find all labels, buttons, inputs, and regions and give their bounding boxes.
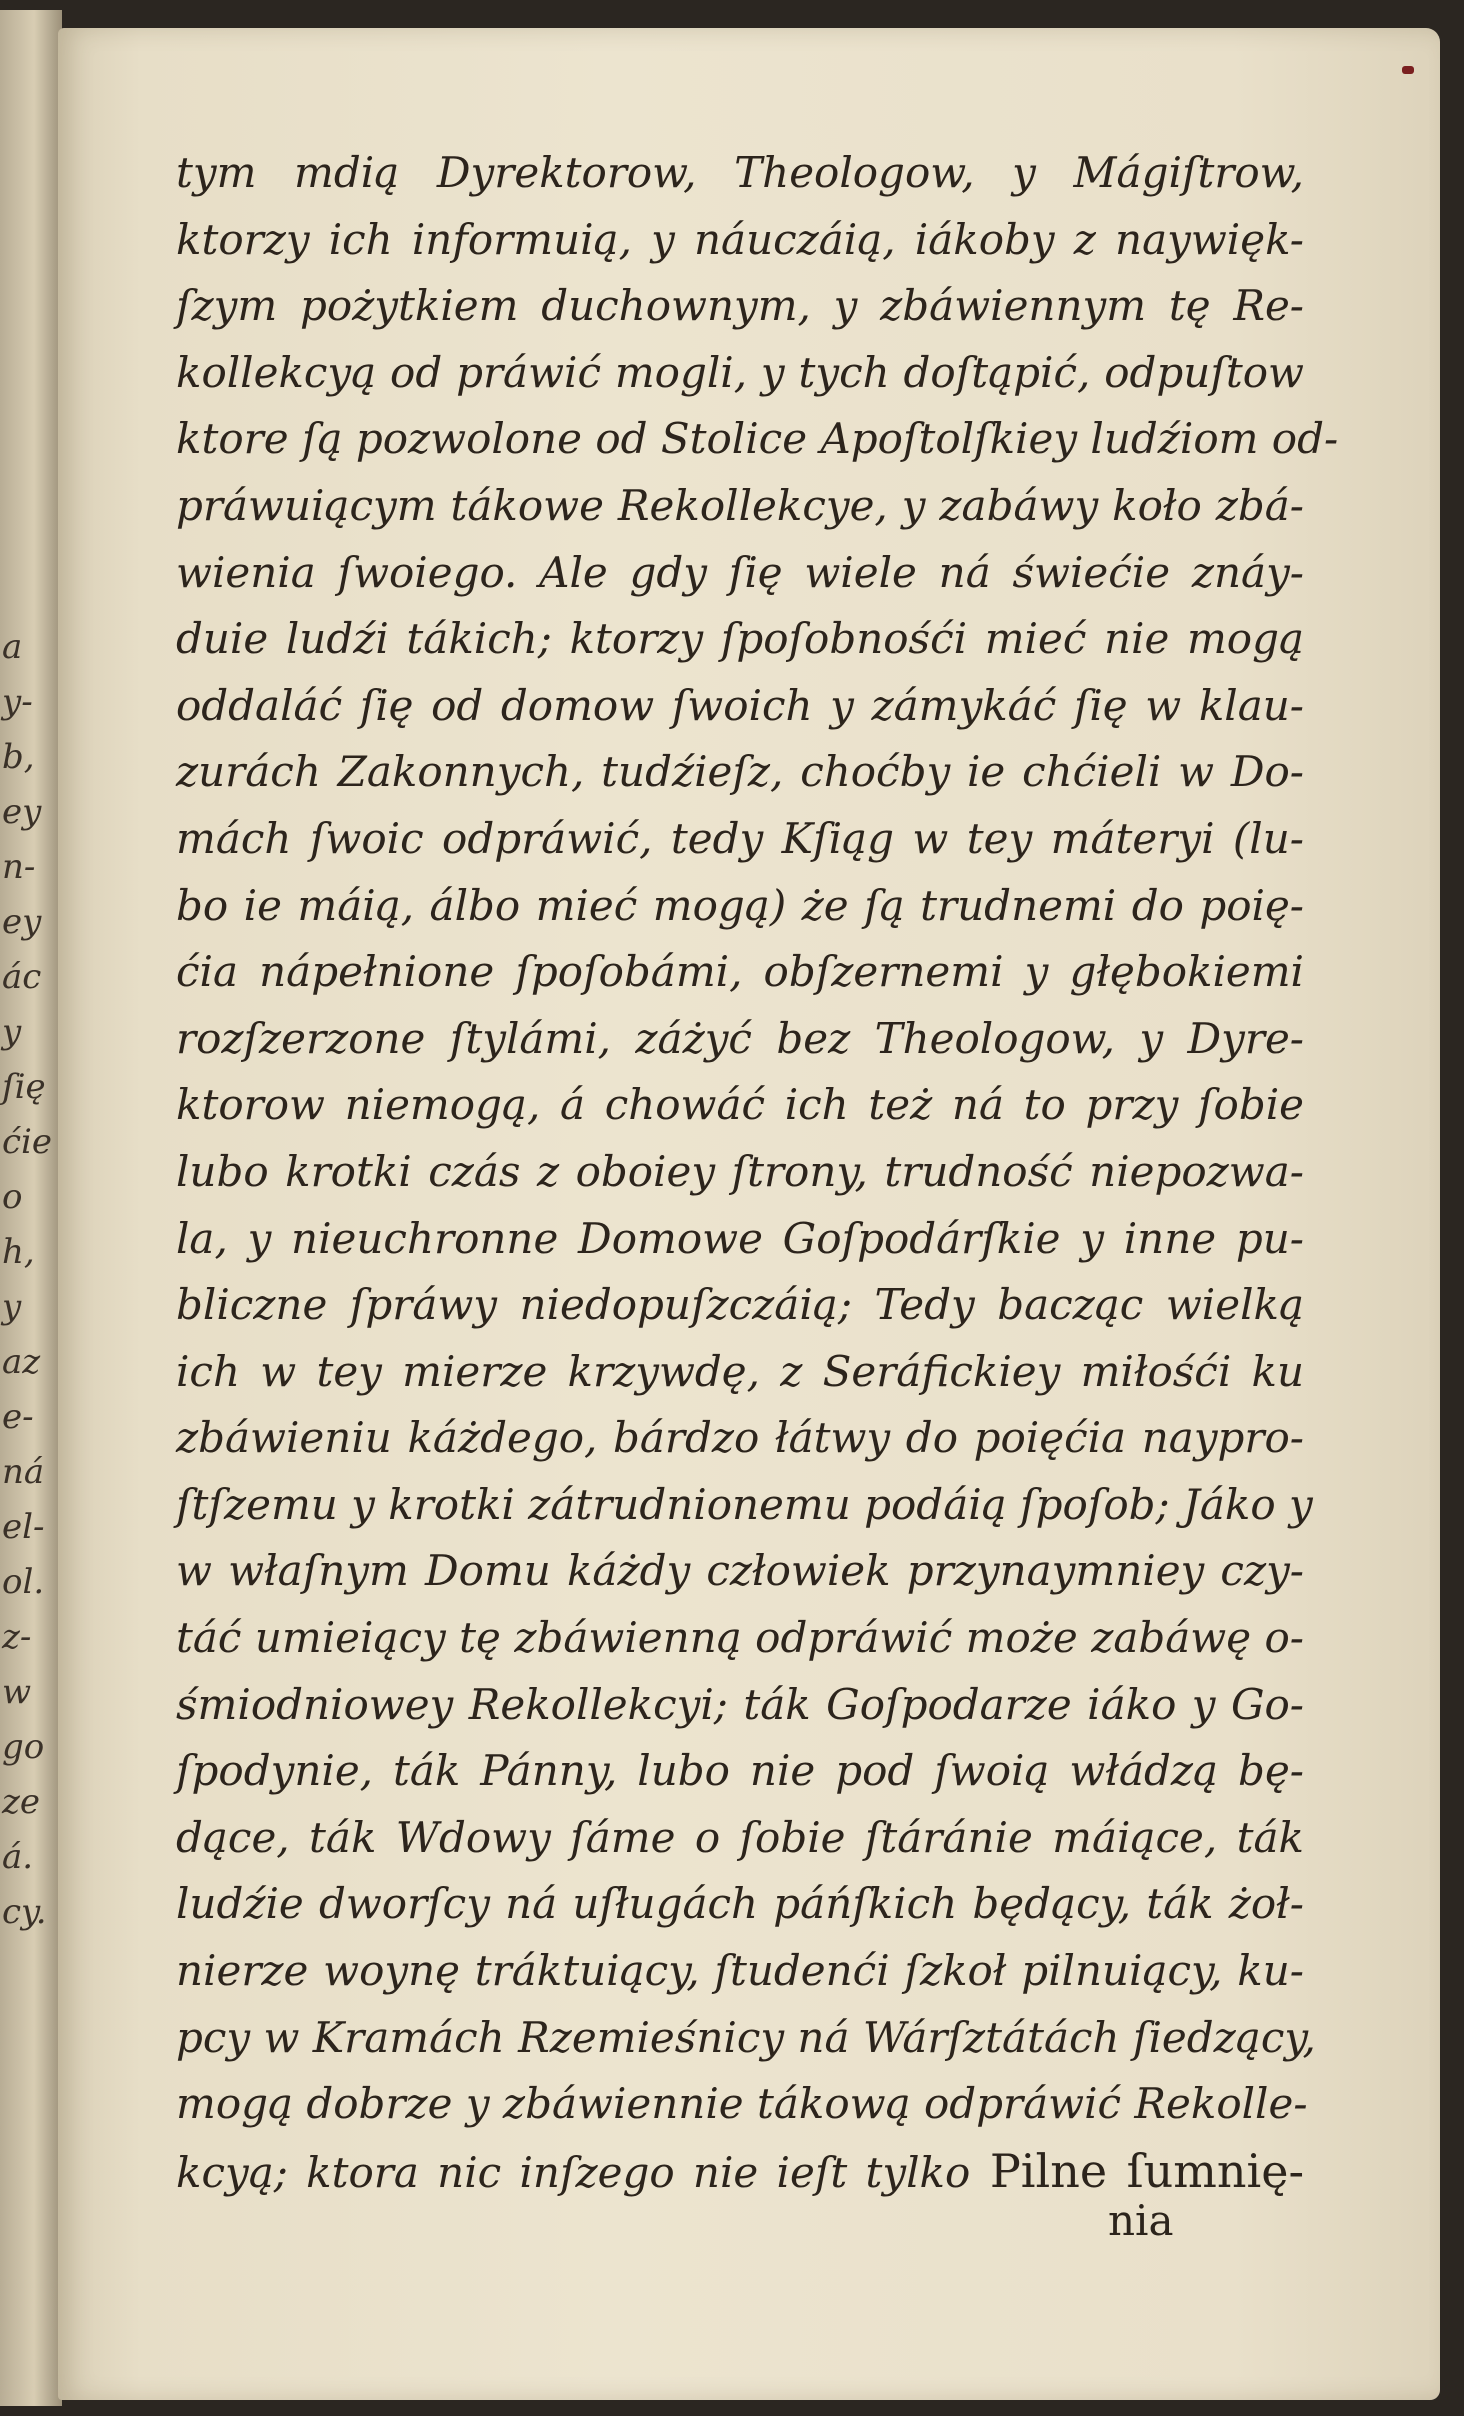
margin-fragment: h, xyxy=(2,1232,35,1272)
margin-fragment: el- xyxy=(2,1507,45,1547)
margin-fragment: w xyxy=(2,1672,32,1712)
text-line: mogą dobrze y zbáwiennie tákową odpráwić Rekolle- xyxy=(176,2079,1308,2129)
text-line: ludźie dworſcy ná uſługách páńſkich będący, ták żoł- xyxy=(176,1879,1304,1929)
text-line: zbáwieniu káżdego, bárdzo łátwy do poięćia naypro- xyxy=(176,1413,1304,1463)
text-line: śmiodniowey Rekollekcyi; ták Goſpodarze iáko y Go- xyxy=(176,1679,1304,1729)
margin-fragment: y- xyxy=(2,682,33,722)
text-line: ktore ſą pozwolone od Stolice Apoſtolſkiey ludźiom od- xyxy=(176,414,1339,464)
text-line: kollekcyą od práwić mogli, y tych doſtąpić, odpuſtow xyxy=(176,347,1304,397)
book-page xyxy=(58,28,1440,2400)
text-line: ktorzy ich informuią, y náuczáią, iákoby z naywięk- xyxy=(176,214,1304,264)
text-line: mách ſwoic odpráwić, tedy Kſiąg w tey máteryi (lu- xyxy=(176,813,1304,863)
margin-fragment: y xyxy=(2,1287,22,1327)
text-line: duie ludźi tákich; ktorzy ſpoſobnośći mieć nie mogą xyxy=(176,614,1304,664)
text-line: nierze woynę tráktuiący, ſtudenći ſzkoł pilnuiący, ku- xyxy=(176,1946,1304,1996)
text-line: lubo krotki czás z oboiey ſtrony, trudność niepozwa- xyxy=(176,1146,1304,1196)
text-line: pcy w Kramách Rzemieśnicy ná Wárſztátách ſiedzący, xyxy=(176,2012,1316,2062)
text-line: w właſnym Domu káżdy człowiek przynaymniey czy- xyxy=(176,1546,1304,1596)
text-line: tym mdią Dyrektorow, Theologow, y Mágiſtrow, xyxy=(176,148,1304,197)
margin-fragment: ná xyxy=(2,1452,45,1492)
text-line-roman: Pilne ſumnię- xyxy=(970,2143,1304,2198)
text-line: rozſzerzone ſtylámi, záżyć bez Theologow, y Dyre- xyxy=(176,1013,1304,1063)
margin-fragment: ey xyxy=(2,902,42,942)
margin-fragment: e- xyxy=(2,1397,34,1437)
margin-fragment: go xyxy=(2,1727,45,1767)
margin-fragment: b, xyxy=(2,737,35,777)
margin-fragment: y xyxy=(2,1012,22,1052)
margin-fragment: ác xyxy=(2,957,42,997)
margin-fragment: a xyxy=(2,627,23,667)
margin-fragment: cy. xyxy=(2,1892,47,1932)
text-line: la, y nieuchronne Domowe Goſpodárſkie y inne pu- xyxy=(176,1213,1304,1263)
previous-page-edge xyxy=(0,10,62,2406)
margin-fragment: az xyxy=(2,1342,41,1382)
text-line: ſpodynie, ták Pánny, lubo nie pod ſwoią włádzą bę- xyxy=(176,1746,1304,1796)
text-line: wienia ſwoiego. Ale gdy ſię wiele ná świećie znáy- xyxy=(176,547,1304,597)
catchword: nia xyxy=(1108,2196,1174,2245)
text-line: bliczne ſpráwy niedopuſzczáią; Tedy bacząc wielką xyxy=(176,1280,1304,1330)
text-line: ſtſzemu y krotki zátrudnionemu podáią ſpoſob; Jáko y xyxy=(176,1479,1313,1529)
text-line: práwuiącym tákowe Rekollekcye, y zabáwy koło zbá- xyxy=(176,480,1304,530)
margin-fragment: o xyxy=(2,1177,23,1217)
text-line: kcyą; ktora nic inſzego nie ieſt tylko Pilne ſumnię- xyxy=(176,2143,1304,2198)
margin-fragment: ćie xyxy=(2,1122,53,1162)
previous-page-margin-text xyxy=(2,620,53,1940)
text-line: oddaláć ſię od domow ſwoich y zámykáć ſię w klau- xyxy=(176,680,1304,730)
text-line: ſzym pożytkiem duchownym, y zbáwiennym tę Re- xyxy=(176,281,1304,331)
margin-fragment: ze xyxy=(2,1782,41,1822)
text-line: ich w tey mierze krzywdę, z Seráfickiey miłośći ku xyxy=(176,1346,1304,1396)
text-line: dące, ták Wdowy ſáme o ſobie ſtáránie máiące, ták xyxy=(176,1812,1304,1862)
margin-fragment: á. xyxy=(2,1837,34,1877)
text-line: ktorow niemogą, á chowáć ich też ná to przy ſobie xyxy=(176,1080,1304,1130)
text-line: zurách Zakonnych, tudźieſz, choćby ie chćieli w Do- xyxy=(176,747,1304,797)
text-line: ćia nápełnione ſpoſobámi, obſzernemi y głębokiemi xyxy=(176,947,1304,997)
margin-fragment: ey xyxy=(2,792,42,832)
margin-fragment: n- xyxy=(2,847,36,887)
text-line: táć umieiący tę zbáwienną odpráwić może zabáwę o- xyxy=(176,1613,1304,1663)
ink-mark xyxy=(1402,66,1414,74)
margin-fragment: z- xyxy=(2,1617,32,1657)
text-line: bo ie máią, álbo mieć mogą) że ſą trudnemi do poię- xyxy=(176,880,1304,930)
margin-fragment: ſię xyxy=(2,1067,46,1107)
page-body-text xyxy=(176,140,1339,2206)
margin-fragment: ol. xyxy=(2,1562,45,1602)
